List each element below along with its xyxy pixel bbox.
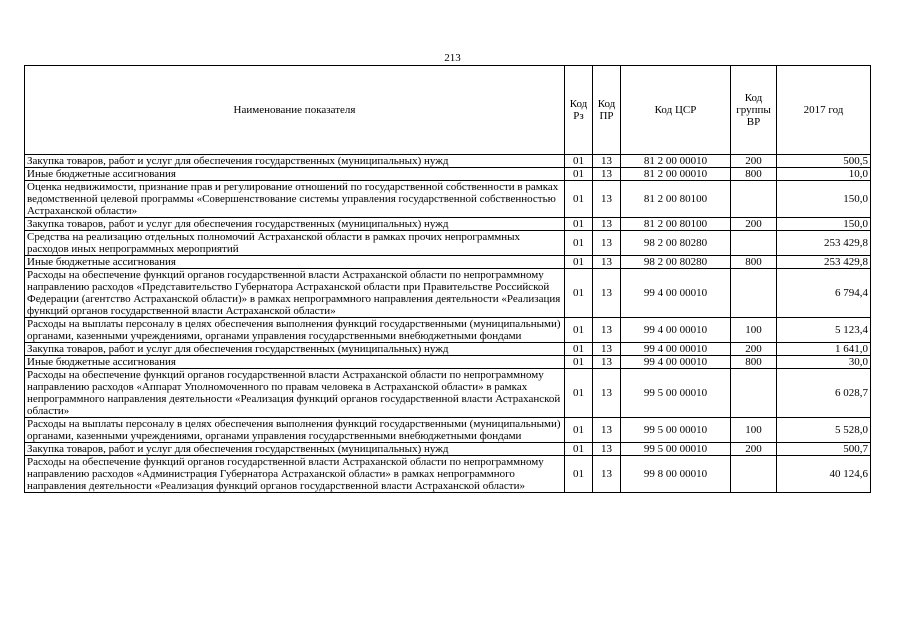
cell-name: Расходы на обеспечение функций органов государственной власти Астраханской области по непрограммному направлению расходов «Администрация Губернатора Астраханской области» в рамках непрограммного направления деятельности «Реализация функций органов государственной власти Астраханской области» — [25, 456, 565, 493]
cell-csr: 99 5 00 00010 — [621, 443, 731, 456]
cell-pr: 13 — [593, 318, 621, 343]
cell-rz: 01 — [565, 155, 593, 168]
cell-vr: 800 — [731, 168, 777, 181]
cell-rz: 01 — [565, 181, 593, 218]
cell-name: Закупка товаров, работ и услуг для обеспечения государственных (муниципальных) нужд — [25, 155, 565, 168]
cell-pr: 13 — [593, 356, 621, 369]
cell-sum: 40 124,6 — [777, 456, 871, 493]
header-year: 2017 год — [777, 66, 871, 155]
cell-csr: 98 2 00 80280 — [621, 231, 731, 256]
table-row — [25, 256, 871, 269]
cell-csr: 99 5 00 00010 — [621, 369, 731, 418]
cell-sum: 30,0 — [777, 356, 871, 369]
header-name: Наименование показателя — [25, 66, 565, 155]
cell-name: Оценка недвижимости, признание прав и регулирование отношений по государственной собственности в рамках ведомственной целевой программы «Совершенствование системы управления государственной собственностью Астраханской области» — [25, 181, 565, 218]
cell-pr: 13 — [593, 218, 621, 231]
cell-pr: 13 — [593, 155, 621, 168]
cell-sum: 10,0 — [777, 168, 871, 181]
table-row — [25, 318, 871, 343]
header-pr: Код ПР — [593, 66, 621, 155]
cell-pr: 13 — [593, 168, 621, 181]
cell-sum: 253 429,8 — [777, 231, 871, 256]
cell-name: Закупка товаров, работ и услуг для обеспечения государственных (муниципальных) нужд — [25, 218, 565, 231]
cell-pr: 13 — [593, 181, 621, 218]
cell-vr — [731, 181, 777, 218]
cell-rz: 01 — [565, 356, 593, 369]
cell-rz: 01 — [565, 443, 593, 456]
page-number: 213 — [444, 52, 461, 64]
cell-name: Закупка товаров, работ и услуг для обеспечения государственных (муниципальных) нужд — [25, 443, 565, 456]
table-row — [25, 231, 871, 256]
cell-csr: 99 8 00 00010 — [621, 456, 731, 493]
table-row — [25, 356, 871, 369]
cell-csr: 81 2 00 00010 — [621, 155, 731, 168]
cell-sum: 5 528,0 — [777, 418, 871, 443]
cell-vr — [731, 369, 777, 418]
cell-rz: 01 — [565, 269, 593, 318]
cell-rz: 01 — [565, 218, 593, 231]
cell-pr: 13 — [593, 418, 621, 443]
cell-vr — [731, 231, 777, 256]
cell-vr: 800 — [731, 356, 777, 369]
cell-vr: 200 — [731, 343, 777, 356]
table-row — [25, 418, 871, 443]
cell-rz: 01 — [565, 369, 593, 418]
cell-sum: 5 123,4 — [777, 318, 871, 343]
table-row — [25, 443, 871, 456]
cell-vr: 200 — [731, 218, 777, 231]
cell-pr: 13 — [593, 343, 621, 356]
cell-sum: 500,7 — [777, 443, 871, 456]
cell-vr — [731, 456, 777, 493]
header-rz: Код Рз — [565, 66, 593, 155]
table-row — [25, 343, 871, 356]
table-row — [25, 181, 871, 218]
cell-sum: 150,0 — [777, 218, 871, 231]
cell-sum: 1 641,0 — [777, 343, 871, 356]
cell-name: Иные бюджетные ассигнования — [25, 356, 565, 369]
cell-csr: 99 4 00 00010 — [621, 356, 731, 369]
cell-rz: 01 — [565, 231, 593, 256]
cell-pr: 13 — [593, 269, 621, 318]
cell-csr: 99 5 00 00010 — [621, 418, 731, 443]
cell-name: Закупка товаров, работ и услуг для обеспечения государственных (муниципальных) нужд — [25, 343, 565, 356]
cell-vr: 800 — [731, 256, 777, 269]
cell-pr: 13 — [593, 456, 621, 493]
cell-rz: 01 — [565, 318, 593, 343]
table-row — [25, 155, 871, 168]
budget-table — [24, 65, 871, 493]
cell-rz: 01 — [565, 343, 593, 356]
cell-rz: 01 — [565, 168, 593, 181]
cell-rz: 01 — [565, 256, 593, 269]
cell-csr: 99 4 00 00010 — [621, 269, 731, 318]
cell-vr — [731, 269, 777, 318]
table-row — [25, 168, 871, 181]
cell-csr: 98 2 00 80280 — [621, 256, 731, 269]
cell-csr: 81 2 00 00010 — [621, 168, 731, 181]
cell-csr: 99 4 00 00010 — [621, 318, 731, 343]
table-row — [25, 269, 871, 318]
cell-name: Расходы на обеспечение функций органов государственной власти Астраханской области по непрограммному направлению расходов «Представительство Губернатора Астраханской области при Правительстве Российской Федерации (агентство Астраханской области)» в рамках непрограммного направления деятельности «Реализация функций органов государственной власти Астраханской области» — [25, 269, 565, 318]
header-csr: Код ЦСР — [621, 66, 731, 155]
cell-rz: 01 — [565, 456, 593, 493]
cell-rz: 01 — [565, 418, 593, 443]
cell-vr: 200 — [731, 155, 777, 168]
cell-name: Иные бюджетные ассигнования — [25, 256, 565, 269]
table-row — [25, 369, 871, 418]
cell-name: Расходы на выплаты персоналу в целях обеспечения выполнения функций государственными (муниципальными) органами, казенными учреждениями, органами управления государственными внебюджетными фондами — [25, 318, 565, 343]
cell-sum: 150,0 — [777, 181, 871, 218]
table-row — [25, 456, 871, 493]
cell-name: Расходы на выплаты персоналу в целях обеспечения выполнения функций государственными (муниципальными) органами, казенными учреждениями, органами управления государственными внебюджетными фондами — [25, 418, 565, 443]
table-header — [25, 66, 871, 155]
cell-sum: 6 794,4 — [777, 269, 871, 318]
cell-name: Расходы на обеспечение функций органов государственной власти Астраханской области по непрограммному направлению расходов «Аппарат Уполномоченного по правам человека в Астраханской области» в рамках непрограммного направления деятельности «Реализация функций органов государственной власти Астраханской области» — [25, 369, 565, 418]
cell-sum: 6 028,7 — [777, 369, 871, 418]
cell-pr: 13 — [593, 231, 621, 256]
cell-vr: 100 — [731, 418, 777, 443]
cell-sum: 253 429,8 — [777, 256, 871, 269]
cell-sum: 500,5 — [777, 155, 871, 168]
cell-pr: 13 — [593, 443, 621, 456]
cell-csr: 81 2 00 80100 — [621, 218, 731, 231]
cell-pr: 13 — [593, 369, 621, 418]
cell-vr: 200 — [731, 443, 777, 456]
cell-vr: 100 — [731, 318, 777, 343]
cell-name: Иные бюджетные ассигнования — [25, 168, 565, 181]
table-row — [25, 218, 871, 231]
cell-pr: 13 — [593, 256, 621, 269]
cell-csr: 81 2 00 80100 — [621, 181, 731, 218]
cell-name: Средства на реализацию отдельных полномочий Астраханской области в рамках прочих непрограммных расходов иных непрограммных мероприятий — [25, 231, 565, 256]
cell-csr: 99 4 00 00010 — [621, 343, 731, 356]
header-vr: Код группы ВР — [731, 66, 777, 155]
